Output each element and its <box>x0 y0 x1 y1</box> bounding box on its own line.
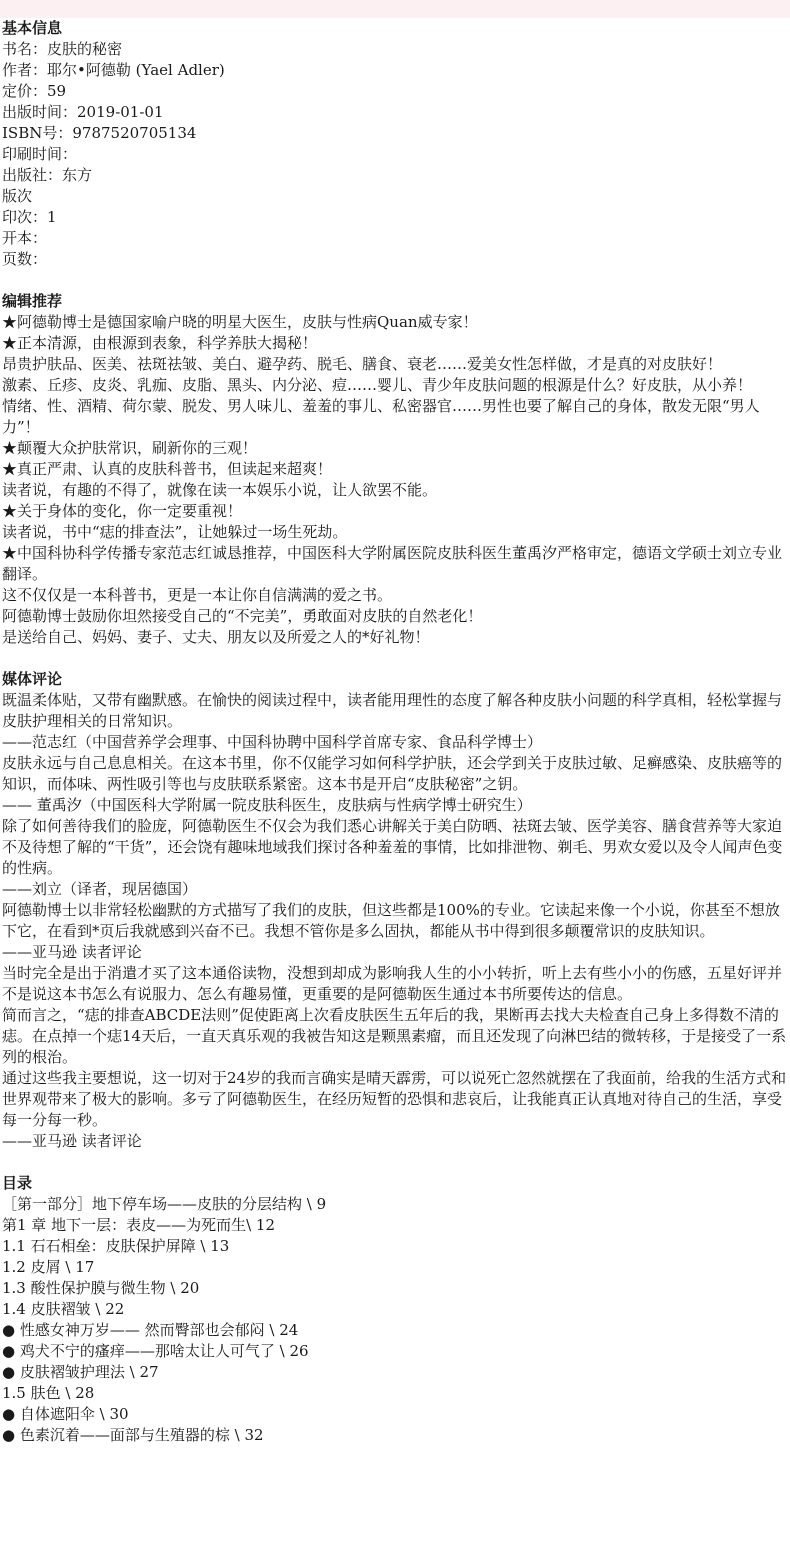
info-field-value: 东方 <box>62 166 93 184</box>
toc-entry: 1.4 皮肤褶皱 \ 22 <box>2 1300 125 1318</box>
toc-entry: 1.1 石石相垒：皮肤保护屏障 \ 13 <box>2 1237 230 1255</box>
recommend-line: 读者说，书中“痣的排查法”，让她躲过一场生死劫。 <box>2 523 348 541</box>
info-field-label: 书名： <box>2 40 48 58</box>
info-field-label: 作者： <box>2 61 48 79</box>
review-line: ——刘立（译者，现居德国） <box>2 880 198 898</box>
toc-entry: ［第一部分］地下停车场——皮肤的分层结构 \ 9 <box>2 1195 327 1213</box>
info-field-label: 定价： <box>2 82 48 100</box>
review-line: —— 董禹汐（中国医科大学附属一院皮肤科医生，皮肤病与性病学博士研究生） <box>2 796 532 814</box>
section-gap <box>2 270 787 291</box>
info-field-value: 1 <box>47 208 57 226</box>
recommend-line: ★阿德勒博士是德国家喻户晓的明星大医生，皮肤与性病Quan威专家！ <box>2 313 478 331</box>
recommend-line: ★中国科协科学传播专家范志红诚恳推荐，中国医科大学附属医院皮肤科医生董禹汐严格审定，德语文学硕士刘立专业翻译。 <box>2 544 783 583</box>
review-line: ——范志红（中国营养学会理事、中国科协聘中国科学首席专家、食品科学博士） <box>2 733 543 751</box>
info-field <box>2 39 787 60</box>
recommend-line: ★正本清源，由根源到表象，科学养肤大揭秘！ <box>2 334 318 352</box>
toc-entry: 1.5 肤色 \ 28 <box>2 1384 95 1402</box>
review-line: 通过这些我主要想说，这一切对于24岁的我而言确实是晴天霹雳，可以说死亡忽然就摆在了我面前，给我的生活方式和世界观带来了极大的影响。多亏了阿德勒医生，在经历短暂的恐惧和悲哀后，让我能真正认真地对待自己的生活，享受每一分每一秒。 <box>2 1069 787 1129</box>
info-field <box>2 228 787 249</box>
toc-entry: ● 自体遮阳伞 \ 30 <box>2 1405 129 1423</box>
info-field <box>2 144 787 165</box>
recommend-line: 昂贵护肤品、医美、祛斑祛皱、美白、避孕药、脱毛、膳食、衰老……爱美女性怎样做，才是真的对皮肤好！ <box>2 355 723 373</box>
info-field-label: 出版社： <box>2 166 63 184</box>
recommend-line: ★真正严肃、认真的皮肤科普书，但读起来超爽！ <box>2 460 333 478</box>
editor-recommend-section <box>2 291 787 648</box>
editor-recommend-title: 编辑推荐 <box>2 292 63 310</box>
recommend-line: 读者说，有趣的不得了，就像在读一本娱乐小说，让人欲罢不能。 <box>2 481 438 499</box>
toc-entry: ● 皮肤褶皱护理法 \ 27 <box>2 1363 159 1381</box>
info-field-value: 2019-01-01 <box>77 103 164 121</box>
basic-info-fields <box>2 39 787 270</box>
toc-lines <box>2 1194 787 1446</box>
info-field-label: 版次 <box>2 187 33 205</box>
media-review-section <box>2 669 787 1152</box>
document <box>0 18 790 1446</box>
info-field-value: 59 <box>47 82 67 100</box>
media-review-lines <box>2 690 787 1152</box>
toc-entry: 1.2 皮屑 \ 17 <box>2 1258 95 1276</box>
review-line: 皮肤永远与自己息息相关。在这本书里，你不仅能学习如何科学护肤，还会学到关于皮肤过敏、足癣感染、皮肤癌等的知识，而体味、两性吸引等也与皮肤联系紧密。这本书是开启“皮肤秘密”之钥。 <box>2 754 783 793</box>
info-field <box>2 207 787 228</box>
toc-entry: ● 性感女神万岁—— 然而臀部也会郁闷 \ 24 <box>2 1321 299 1339</box>
info-field <box>2 123 787 144</box>
editor-recommend-lines <box>2 312 787 648</box>
review-line: 简而言之，“痣的排查ABCDE法则”促使距离上次看皮肤医生五年后的我，果断再去找大夫检查自己身上多得数不清的痣。在点掉一个痣14天后，一直天真乐观的我被告知这是颗黑素瘤，而且还发现了向淋巴结的微转移，于是接受了一系列的根治。 <box>2 1006 787 1066</box>
info-field-value: 9787520705134 <box>72 124 197 142</box>
recommend-line: ★颠覆大众护肤常识，刷新你的三观！ <box>2 439 258 457</box>
toc-entry: 1.3 酸性保护膜与微生物 \ 20 <box>2 1279 200 1297</box>
info-field <box>2 60 787 81</box>
info-field <box>2 81 787 102</box>
info-field <box>2 249 787 270</box>
recommend-line: ★关于身体的变化，你一定要重视！ <box>2 502 243 520</box>
toc-entry: ● 鸡犬不宁的瘙痒——那啥太让人可气了 \ 26 <box>2 1342 309 1360</box>
info-field <box>2 102 787 123</box>
info-field-value: 耶尔•阿德勒 (Yael Adler) <box>47 61 225 79</box>
review-line: ——亚马逊 读者评论 <box>2 1132 142 1150</box>
recommend-line: 情绪、性、酒精、荷尔蒙、脱发、男人味儿、羞羞的事儿、私密器官……男性也要了解自己的身体，散发无限“男人力”！ <box>2 397 760 436</box>
basic-info-section <box>2 18 787 270</box>
recommend-line: 阿德勒博士鼓励你坦然接受自己的“不完美”，勇敢面对皮肤的自然老化！ <box>2 607 483 625</box>
basic-info-title: 基本信息 <box>2 19 63 37</box>
review-line: 当时完全是出于消遣才买了这本通俗读物，没想到却成为影响我人生的小小转折，听上去有些小小的伤感，五星好评并不是说这本书怎么有说服力、怎么有趣易懂，更重要的是阿德勒医生通过本书所要传达的信息。 <box>2 964 783 1003</box>
info-field-label: 印次： <box>2 208 48 226</box>
top-bar <box>0 0 790 18</box>
section-gap <box>2 648 787 669</box>
review-line: 除了如何善待我们的脸庞，阿德勒医生不仅会为我们悉心讲解关于美白防晒、祛斑去皱、医学美容、膳食营养等大家迫不及待想了解的“干货”，还会饶有趣味地域我们探讨各种羞羞的事情，比如排泄物、剃毛、男欢女爱以及令人闻声色变的性病。 <box>2 817 783 877</box>
info-field-label: ISBN号： <box>2 124 73 142</box>
info-field-label: 页数： <box>2 250 48 268</box>
section-gap <box>2 1152 787 1173</box>
recommend-line: 激素、丘疹、皮炎、乳痂、皮脂、黑头、内分泌、痘……婴儿、青少年皮肤问题的根源是什么？好皮肤，从小养！ <box>2 376 753 394</box>
toc-title: 目录 <box>2 1174 33 1192</box>
info-field-value: 皮肤的秘密 <box>47 40 123 58</box>
info-field <box>2 186 787 207</box>
media-review-title: 媒体评论 <box>2 670 63 688</box>
review-line: 阿德勒博士以非常轻松幽默的方式描写了我们的皮肤，但这些都是100%的专业。它读起来像一个小说，你甚至不想放下它，在看到*页后我就感到兴奋不已。我想不管你是多么固执，都能从书中得到很多颠覆常识的皮肤知识。 <box>2 901 780 940</box>
info-field <box>2 165 787 186</box>
info-field-label: 出版时间： <box>2 103 78 121</box>
info-field-label: 印刷时间： <box>2 145 78 163</box>
toc-entry: 第1 章 地下一层：表皮——为死而生\ 12 <box>2 1216 275 1234</box>
toc-entry: ● 色素沉着——面部与生殖器的棕 \ 32 <box>2 1426 264 1444</box>
review-line: 既温柔体贴，又带有幽默感。在愉快的阅读过程中，读者能用理性的态度了解各种皮肤小问题的科学真相，轻松掌握与皮肤护理相关的日常知识。 <box>2 691 783 730</box>
recommend-line: 这不仅仅是一本科普书，更是一本让你自信满满的爱之书。 <box>2 586 393 604</box>
review-line: ——亚马逊 读者评论 <box>2 943 142 961</box>
recommend-line: 是送给自己、妈妈、妻子、丈夫、朋友以及所爱之人的*好礼物！ <box>2 628 430 646</box>
toc-section <box>2 1173 787 1446</box>
info-field-label: 开本： <box>2 229 48 247</box>
